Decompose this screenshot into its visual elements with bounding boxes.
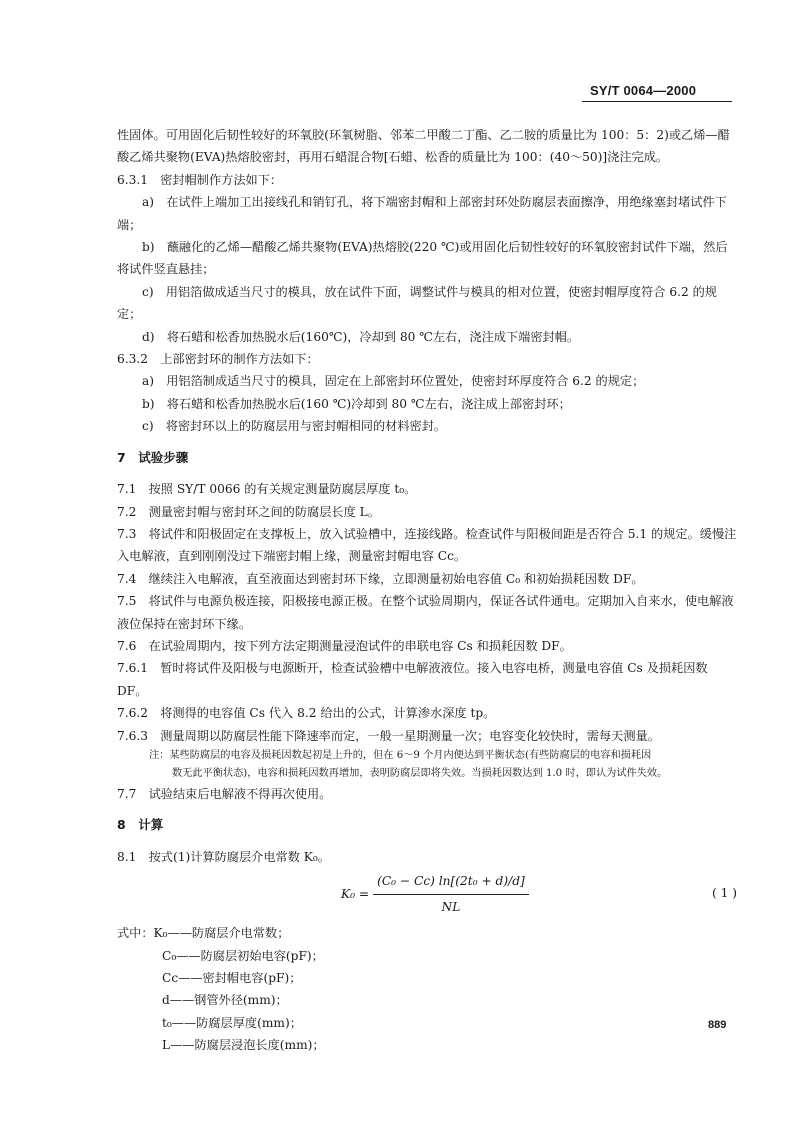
document-code: SY/T 0064—2000 xyxy=(590,83,697,98)
clause-6-3-2-c: c) 将密封环以上的防腐层用与密封帽相同的材料密封。 xyxy=(142,419,447,434)
formula-1 xyxy=(341,870,529,918)
paragraph-continuation: 性固体。可用固化后韧性较好的环氧胶(环氧树脂、邻苯二甲酸二丁酯、乙二胺的质量比为 100：5：2)或乙烯—醋酸乙烯共聚物(EVA)热熔胶密封，再用石蜡混合物[石蜡、松香的质量比为 100：(40～50)]浇注完成。 xyxy=(117,128,730,165)
clause-7-6-3: 7.6.3 测量周期以防腐层性能下降速率而定，一般一星期测量一次；电容变化较快时，需每天测量。 xyxy=(117,728,660,743)
header-rule xyxy=(582,101,732,102)
clause-8-1: 8.1 按式(1)计算防腐层介电常数 K₀。 xyxy=(117,849,330,864)
note-line-1: 注：某些防腐层的电容及损耗因数起初是上升的，但在 6～9 个月内便达到平衡状态(有些防腐层的电容和损耗因 xyxy=(149,749,652,761)
definition-item: 式中：K₀——防腐层介电常数； xyxy=(117,926,290,941)
definition-item: Cc——密封帽电容(pF)； xyxy=(162,971,302,985)
page-body xyxy=(117,124,737,1057)
page-number: 889 xyxy=(708,1019,727,1031)
clause-6-3-2: 6.3.2 上部密封环的制作方法如下： xyxy=(117,352,319,367)
definition-item: C₀——防腐层初始电容(pF)； xyxy=(162,948,324,963)
clause-6-3-2-b: b) 将石蜡和松香加热脱水后(160 ℃)冷却到 80 ℃左右，浇注成上部密封环； xyxy=(142,396,571,411)
section-heading-8: 8 计算 xyxy=(117,817,164,833)
symbol-definitions xyxy=(117,922,737,1056)
formula-numerator: (C₀ − Cc) ln[(2t₀ + d)/d] xyxy=(373,870,529,894)
clause-6-3-1: 6.3.1 密封帽制作方法如下： xyxy=(117,172,283,187)
clause-7-5: 7.5 将试件与电源负极连接，阳极接电源正极。在整个试验周期内，保证各试件通电。定期加入自来水，使电解液液位保持在密封环下缘。 xyxy=(117,594,734,631)
formula-denominator: NL xyxy=(441,899,461,914)
formula-lhs: K₀ = xyxy=(341,886,370,901)
clause-7-4: 7.4 继续注入电解液，直至液面达到密封环下缘，立即测量初始电容值 C₀ 和初始损耗因数 DF。 xyxy=(117,571,644,586)
formula-number: ( 1 ) xyxy=(711,886,737,901)
definition-item: t₀——防腐层厚度(mm)； xyxy=(162,1015,302,1030)
definition-item: L——防腐层浸泡长度(mm)； xyxy=(162,1038,325,1053)
clause-7-3: 7.3 将试件和阳极固定在支撑板上，放入试验槽中，连接线路。检查试件与阳极间距是否符合 5.1 的规定。缓慢注入电解液，直到刚刚没过下端密封帽上缘，测量密封帽电容 Cc。 xyxy=(117,526,737,564)
clause-6-3-2-a: a) 用铝箔制成适当尺寸的模具，固定在上部密封环位置处，使密封环厚度符合 6.2 的规定； xyxy=(142,374,645,389)
formula-row xyxy=(117,870,737,916)
note xyxy=(117,747,737,783)
clause-7-6-1: 7.6.1 暂时将试件及阳极与电源断开，检查试验槽中电解液液位。接入电容电桥，测量电容值 Cs 及损耗因数 DF。 xyxy=(117,661,708,698)
formula-fraction xyxy=(373,870,529,918)
section-heading-7: 7 试验步骤 xyxy=(117,449,189,465)
note-line-2: 数无此平衡状态)，电容和损耗因数再增加，表明防腐层即将失效。当损耗因数达到 1.0 时，即认为试件失效。 xyxy=(172,767,668,779)
clause-7-6-2: 7.6.2 将测得的电容值 Cs 代入 8.2 给出的公式，计算渗水深度 tp。 xyxy=(117,706,496,721)
definition-item: d——钢管外径(mm)； xyxy=(162,993,288,1008)
clause-6-3-1-c: c) 用铝箔做成适当尺寸的模具，放在试件下面，调整试件与模具的相对位置，使密封帽厚度符合 6.2 的规定； xyxy=(117,284,717,322)
clause-7-7: 7.7 试验结束后电解液不得再次使用。 xyxy=(117,786,332,801)
clause-6-3-1-b: b) 蘸融化的乙烯—醋酸乙烯共聚物(EVA)热熔胶(220 ℃)或用固化后韧性较好的环氧胶密封试件下端，然后将试件竖直悬挂； xyxy=(117,240,728,277)
clause-7-2: 7.2 测量密封帽与密封环之间的防腐层长度 L。 xyxy=(117,504,380,519)
clause-7-1: 7.1 按照 SY/T 0066 的有关规定测量防腐层厚度 t₀。 xyxy=(117,482,417,497)
clause-6-3-1-a: a) 在试件上端加工出接线孔和销钉孔，将下端密封帽和上部密封环处防腐层表面擦净，用绝缘塞封堵试件下端； xyxy=(117,195,727,232)
clause-7-6: 7.6 在试验周期内，按下列方法定期测量浸泡试件的串联电容 Cs 和损耗因数 DF。 xyxy=(117,638,572,653)
clause-6-3-1-d: d) 将石蜡和松香加热脱水后(160℃)，冷却到 80 ℃左右，浇注成下端密封帽。 xyxy=(142,329,580,344)
